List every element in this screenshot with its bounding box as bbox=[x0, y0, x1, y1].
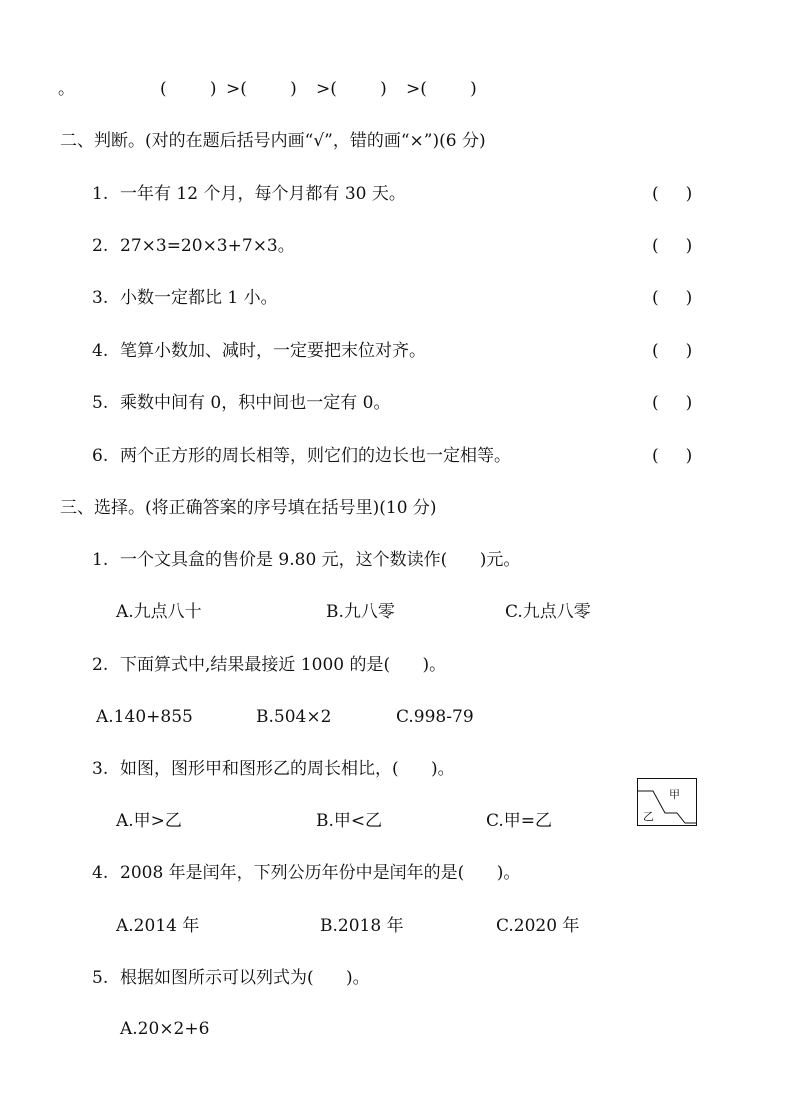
compare-blank-3: >( ) bbox=[316, 79, 387, 99]
answer-blank: ( ) bbox=[652, 341, 693, 361]
option-b: B.2018 年 bbox=[320, 916, 404, 936]
compare-blank-1: ( ) bbox=[160, 79, 217, 99]
question-number: 3. bbox=[92, 759, 109, 779]
option-b: B.504×2 bbox=[256, 707, 332, 727]
judgement-text: 乘数中间有 0，积中间也一定有 0。 bbox=[120, 393, 391, 413]
option-b: B.九八零 bbox=[326, 602, 395, 622]
question-text: 一个文具盒的售价是 9.80 元，这个数读作( )元。 bbox=[120, 550, 521, 570]
option-a: A.20×2+6 bbox=[120, 1019, 210, 1039]
option-c: C.998-79 bbox=[396, 707, 474, 727]
label-jia: 甲 bbox=[669, 788, 680, 801]
answer-blank: ( ) bbox=[652, 288, 693, 308]
judgement-number: 4. bbox=[92, 341, 109, 361]
option-a: A.甲>乙 bbox=[116, 811, 182, 831]
question-number: 5. bbox=[92, 968, 109, 988]
question-number: 2. bbox=[92, 655, 109, 675]
judgement-number: 2. bbox=[92, 236, 109, 256]
option-c: C.2020 年 bbox=[496, 916, 580, 936]
section-2-heading: 二、判断。(对的在题后括号内画“√”，错的画“×”)(6 分) bbox=[60, 131, 486, 151]
question-number: 4. bbox=[92, 863, 109, 883]
option-a: A.2014 年 bbox=[116, 916, 200, 936]
judgement-number: 6. bbox=[92, 446, 109, 466]
shape-comparison-figure bbox=[637, 778, 697, 826]
option-a: A.140+855 bbox=[96, 707, 193, 727]
judgement-text: 小数一定都比 1 小。 bbox=[120, 288, 278, 308]
question-number: 1. bbox=[92, 550, 109, 570]
judgement-text: 两个正方形的周长相等，则它们的边长也一定相等。 bbox=[120, 446, 511, 466]
answer-blank: ( ) bbox=[652, 393, 693, 413]
compare-blank-4: >( ) bbox=[406, 79, 477, 99]
question-text: 根据如图所示可以列式为( )。 bbox=[120, 968, 370, 988]
compare-blank-2: >( ) bbox=[226, 79, 297, 99]
option-c: C.九点八零 bbox=[505, 602, 591, 622]
question-text: 如图，图形甲和图形乙的周长相比，( )。 bbox=[120, 759, 455, 779]
judgement-text: 笔算小数加、减时，一定要把末位对齐。 bbox=[120, 341, 426, 361]
judgement-text: 27×3=20×3+7×3。 bbox=[120, 236, 295, 256]
section-3-heading: 三、选择。(将正确答案的序号填在括号里)(10 分) bbox=[60, 498, 437, 518]
question-text: 2008 年是闰年，下列公历年份中是闰年的是( )。 bbox=[120, 863, 521, 883]
judgement-text: 一年有 12 个月，每个月都有 30 天。 bbox=[120, 184, 406, 204]
answer-blank: ( ) bbox=[652, 184, 693, 204]
label-yi: 乙 bbox=[643, 810, 654, 823]
judgement-number: 5. bbox=[92, 393, 109, 413]
top-line-lead: 。 bbox=[58, 79, 75, 99]
answer-blank: ( ) bbox=[652, 236, 693, 256]
judgement-number: 3. bbox=[92, 288, 109, 308]
option-b: B.甲<乙 bbox=[316, 811, 383, 831]
question-text: 下面算式中,结果最接近 1000 的是( )。 bbox=[120, 655, 447, 675]
judgement-number: 1. bbox=[92, 184, 109, 204]
answer-blank: ( ) bbox=[652, 446, 693, 466]
option-c: C.甲=乙 bbox=[486, 811, 553, 831]
option-a: A.九点八十 bbox=[116, 602, 202, 622]
